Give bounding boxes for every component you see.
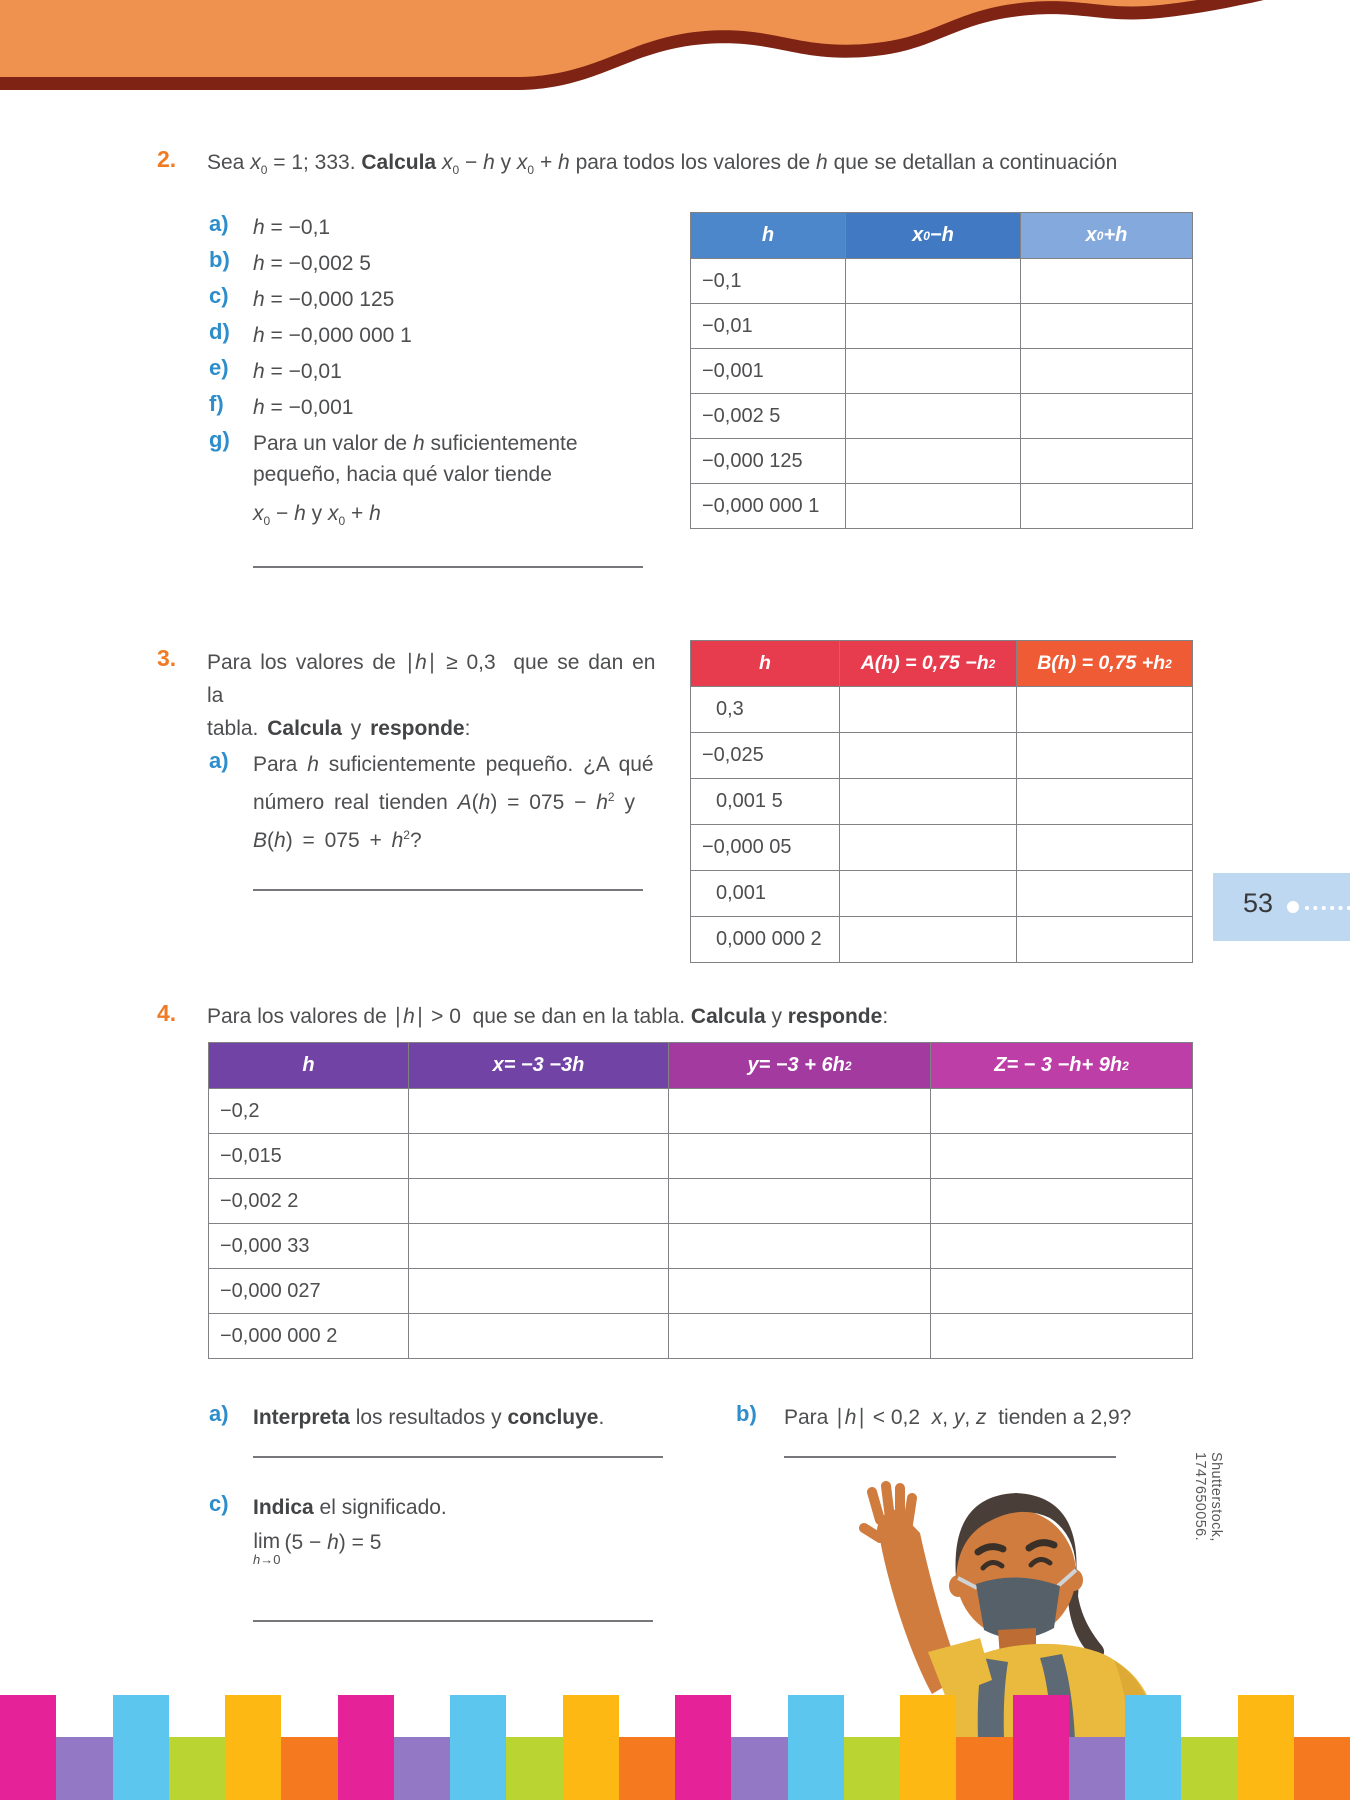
footer-bar — [394, 1737, 450, 1800]
table-header-cell: x 0 − h — [846, 213, 1021, 259]
h-value-cell: −0,002 2 — [209, 1179, 409, 1224]
h-value-cell: −0,000 33 — [209, 1224, 409, 1269]
footer-bar — [450, 1695, 506, 1800]
table-header-cell: h — [691, 641, 840, 687]
footer-bar — [281, 1737, 337, 1800]
answer-line-ex3a — [253, 889, 643, 891]
item-f-label: f) — [209, 391, 224, 416]
empty-answer-cell — [846, 394, 1021, 439]
page-number: 53 — [1243, 888, 1274, 918]
item-a-text: h = −0,1 — [253, 216, 331, 239]
item-4a-text: Interpreta los resultados y concluye. — [253, 1406, 605, 1429]
empty-answer-cell — [1017, 825, 1193, 871]
item-e-label: e) — [209, 355, 229, 380]
item-c-text: h = −0,000 125 — [253, 288, 395, 311]
page-number-tab — [1213, 873, 1350, 941]
empty-answer-cell — [1021, 439, 1193, 484]
item-e-text: h = −0,01 — [253, 360, 342, 383]
exercise-2-number: 2. — [157, 146, 177, 172]
table-A-B-functions — [690, 640, 1193, 963]
empty-answer-cell — [840, 871, 1017, 917]
footer-bar — [225, 1695, 281, 1800]
item-4c-label: c) — [209, 1491, 229, 1516]
limit-expression: (5 − h) = 5 — [284, 1531, 382, 1554]
empty-answer-cell — [931, 1134, 1193, 1179]
footer-bar — [0, 1695, 56, 1800]
table-header-cell: x 0 + h — [1021, 213, 1193, 259]
footer-bar — [338, 1695, 394, 1800]
item-4b-label: b) — [736, 1401, 757, 1426]
exercise-4-title: Para los valores de ∣h∣ > 0 que se dan en la tabla. Calcula y responde: — [207, 1005, 889, 1028]
empty-answer-cell — [1021, 484, 1193, 529]
empty-answer-cell — [840, 733, 1017, 779]
h-value-cell: −0,000 05 — [691, 825, 840, 871]
h-value-cell: −0,002 5 — [691, 394, 846, 439]
answer-line-ex2g — [253, 566, 643, 568]
item-4a-label: a) — [209, 1401, 229, 1426]
h-value-cell: 0,000 000 2 — [691, 917, 840, 963]
lim-word: lim — [253, 1530, 281, 1553]
limit-operator — [253, 1530, 280, 1567]
footer-bar — [788, 1695, 844, 1800]
h-value-cell: −0,001 — [691, 349, 846, 394]
h-value-cell: 0,3 — [691, 687, 840, 733]
answer-line-ex4c — [253, 1620, 653, 1622]
item-b-text: h = −0,002 5 — [253, 252, 371, 275]
h-value-cell: −0,000 000 1 — [691, 484, 846, 529]
top-banner-wave — [0, 0, 1350, 110]
student-illustration — [850, 1478, 1245, 1800]
empty-answer-cell — [669, 1224, 931, 1269]
answer-line-ex4b — [784, 1456, 1116, 1458]
empty-answer-cell — [409, 1314, 669, 1359]
tab-dot-icon — [1287, 901, 1299, 913]
exercise-3-number: 3. — [157, 645, 177, 671]
empty-answer-cell — [1021, 349, 1193, 394]
empty-answer-cell — [669, 1089, 931, 1134]
photo-credit: Shutterstock, 1747650056. — [1192, 1452, 1224, 1542]
empty-answer-cell — [846, 304, 1021, 349]
footer-bar — [619, 1737, 675, 1800]
h-value-cell: −0,025 — [691, 733, 840, 779]
exercise-2-title: Sea $x_0 = 1$; 333. Calcula $x_0 - h$ y $x_0 + h$ para todos los valores de h que se detallan a continuación — [207, 151, 1118, 178]
empty-answer-cell — [409, 1089, 669, 1134]
footer-bar — [563, 1695, 619, 1800]
empty-answer-cell — [409, 1134, 669, 1179]
footer-bar — [1294, 1737, 1350, 1800]
empty-answer-cell — [931, 1269, 1193, 1314]
empty-answer-cell — [840, 779, 1017, 825]
item-a-label: a) — [209, 211, 229, 236]
table-x0-minus-plus-h — [690, 212, 1193, 529]
empty-answer-cell — [840, 917, 1017, 963]
answer-line-ex4a — [253, 1456, 663, 1458]
empty-answer-cell — [1017, 871, 1193, 917]
empty-answer-cell — [1021, 304, 1193, 349]
h-value-cell: −0,1 — [691, 259, 846, 304]
h-value-cell: −0,000 125 — [691, 439, 846, 484]
item-d-text: h = −0,000 000 1 — [253, 324, 412, 347]
empty-answer-cell — [669, 1179, 931, 1224]
empty-answer-cell — [1017, 779, 1193, 825]
tab-dotted-line-icon — [1305, 906, 1350, 910]
empty-answer-cell — [1017, 733, 1193, 779]
empty-answer-cell — [669, 1269, 931, 1314]
h-value-cell: −0,000 000 2 — [209, 1314, 409, 1359]
h-value-cell: −0,015 — [209, 1134, 409, 1179]
empty-answer-cell — [846, 349, 1021, 394]
exercise-3-title: Para los valores de ∣h∣ ≥ 0,3 que se dan en la tabla. Calcula y responde: — [207, 651, 656, 740]
item-g-text: Para un valor de h suficientemente pequeño, hacia qué valor tiende — [253, 432, 578, 486]
table-header-cell: x = −3 −3 h — [409, 1043, 669, 1089]
hand-palm — [877, 1515, 911, 1545]
empty-answer-cell — [931, 1224, 1193, 1269]
item-g-formula: $x_0 - h$ y $x_0 + h$ — [253, 502, 381, 529]
item-3a-text: Para h suficientemente pequeño. ¿A qué número real tienden $A(h) = 075 - h^2$ y $B(h) = 075 + h^2$? — [253, 753, 654, 852]
empty-answer-cell — [669, 1134, 931, 1179]
h-value-cell: −0,000 027 — [209, 1269, 409, 1314]
empty-answer-cell — [1017, 917, 1193, 963]
empty-answer-cell — [409, 1224, 669, 1269]
empty-answer-cell — [1021, 394, 1193, 439]
h-value-cell: 0,001 5 — [691, 779, 840, 825]
exercise-4-number: 4. — [157, 1000, 177, 1026]
footer-bar — [731, 1737, 787, 1800]
empty-answer-cell — [840, 825, 1017, 871]
footer-bar — [113, 1695, 169, 1800]
h-value-cell: −0,2 — [209, 1089, 409, 1134]
footer-bar — [506, 1737, 562, 1800]
item-f-text: h = −0,001 — [253, 396, 354, 419]
item-c-label: c) — [209, 283, 229, 308]
lim-subscript: h→0 — [253, 1552, 281, 1567]
empty-answer-cell — [1017, 687, 1193, 733]
table-header-cell: B( h ) = 0,75 + h 2 — [1017, 641, 1193, 687]
item-b-label: b) — [209, 247, 230, 272]
empty-answer-cell — [931, 1314, 1193, 1359]
footer-bar — [675, 1695, 731, 1800]
empty-answer-cell — [846, 484, 1021, 529]
item-3a-label: a) — [209, 748, 229, 773]
empty-answer-cell — [409, 1179, 669, 1224]
empty-answer-cell — [669, 1314, 931, 1359]
empty-answer-cell — [931, 1089, 1193, 1134]
table-header-cell: Z = − 3 − h + 9 h 2 — [931, 1043, 1193, 1089]
item-4c-text: Indica el significado. — [253, 1496, 447, 1519]
empty-answer-cell — [409, 1269, 669, 1314]
item-d-label: d) — [209, 319, 230, 344]
table-header-cell: h — [691, 213, 846, 259]
empty-answer-cell — [931, 1179, 1193, 1224]
h-value-cell: −0,01 — [691, 304, 846, 349]
item-g-label: g) — [209, 427, 230, 452]
footer-bar — [169, 1737, 225, 1800]
footer-bar — [1238, 1695, 1294, 1800]
empty-answer-cell — [840, 687, 1017, 733]
empty-answer-cell — [1021, 259, 1193, 304]
footer-bar — [56, 1737, 112, 1800]
item-4b-text: Para ∣h∣ < 0,2 x, y, z tienden a 2,9? — [784, 1406, 1132, 1429]
empty-answer-cell — [846, 259, 1021, 304]
table-header-cell: h — [209, 1043, 409, 1089]
h-value-cell: 0,001 — [691, 871, 840, 917]
limit-formula — [253, 1530, 381, 1567]
empty-answer-cell — [846, 439, 1021, 484]
table-x-y-z-functions — [208, 1042, 1193, 1359]
table-header-cell: A ( h ) = 0,75 − h 2 — [840, 641, 1017, 687]
table-header-cell: y = −3 + 6 h 2 — [669, 1043, 931, 1089]
